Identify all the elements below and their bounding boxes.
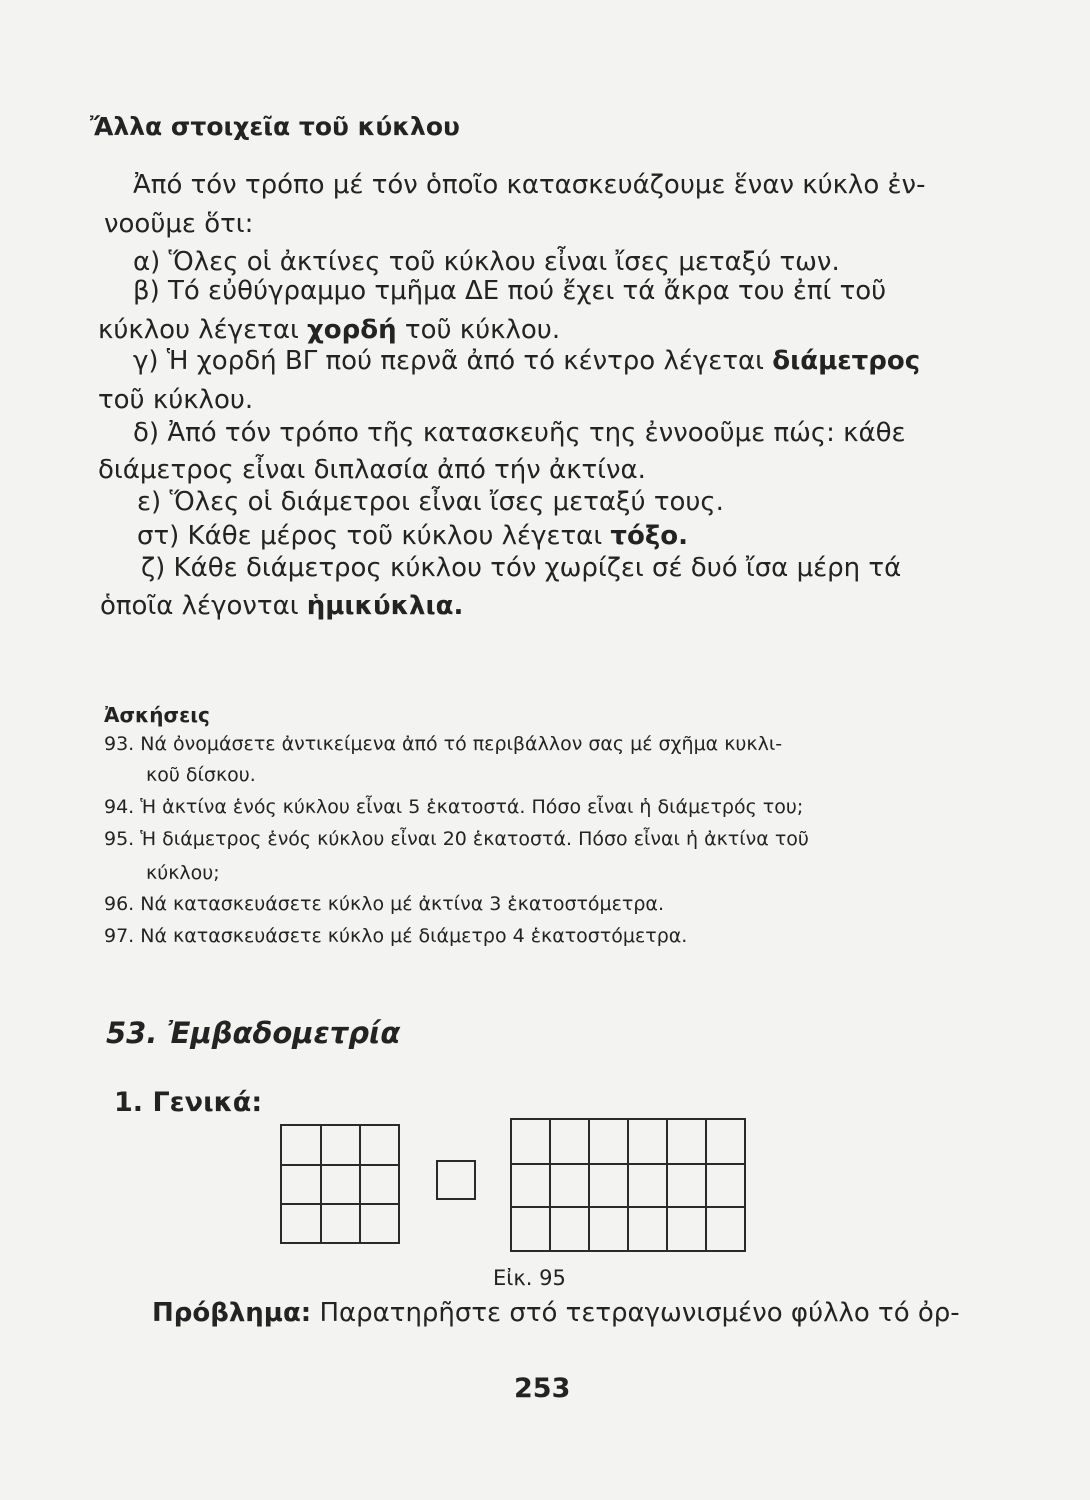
item-z-line-2: ὁποῖα λέγονται ἡμικύκλια. (100, 591, 464, 621)
exercise-93-line-1: 93. Νά ὀνομάσετε ἀντικείμενα ἀπό τό περιβάλλον σας μέ σχῆμα κυκλι- (104, 733, 783, 755)
problem-label: Πρόβλημα: (152, 1298, 312, 1328)
page-number: 253 (514, 1373, 571, 1404)
term-chord: χορδή (307, 315, 397, 345)
exercise-96: 96. Νά κατασκευάσετε κύκλο μέ ἀκτίνα 3 ἑκατοστόμετρα. (104, 893, 664, 915)
exercise-97: 97. Νά κατασκευάσετε κύκλο μέ διάμετρο 4 ἑκατοστόμετρα. (104, 925, 688, 947)
section-heading: Ἄλλα στοιχεῖα τοῦ κύκλου (90, 112, 460, 141)
term-arc: τόξο. (610, 521, 688, 551)
item-d-line-1: δ) Ἀπό τόν τρόπο τῆς κατασκευῆς της ἐννοοῦμε πώς: κάθε (133, 418, 906, 448)
exercises-heading: Ἀσκήσεις (104, 703, 210, 727)
item-b-line-1: β) Τό εὐθύγραμμο τμῆμα ΔΕ πού ἔχει τά ἄκρα του ἐπί τοῦ (133, 276, 887, 306)
figure-95-unit-square (436, 1160, 476, 1200)
item-a: α) Ὅλες οἱ ἀκτίνες τοῦ κύκλου εἶναι ἴσες μεταξύ των. (133, 247, 840, 277)
problem-line (152, 1298, 960, 1328)
figure-caption: Εἰκ. 95 (493, 1266, 566, 1290)
exercise-93-line-2: κοῦ δίσκου. (146, 764, 256, 786)
item-d-line-2: διάμετρος εἶναι διπλασία ἀπό τήν ἀκτίνα. (98, 455, 646, 485)
item-b-line-2: κύκλου λέγεται χορδή τοῦ κύκλου. (98, 315, 561, 345)
item-c-line-1: γ) Ἡ χορδή ΒΓ πού περνᾶ ἀπό τό κέντρο λέγεται διάμετρος (133, 346, 921, 376)
intro-line-1: Ἀπό τόν τρόπο μέ τόν ὁποῖο κατασκευάζουμε ἕναν κύκλο ἐν- (133, 170, 926, 200)
figure-95-grid-right (510, 1118, 746, 1252)
exercise-95-line-1: 95. Ἡ διάμετρος ἑνός κύκλου εἶναι 20 ἑκατοστά. Πόσο εἶναι ἡ ἀκτίνα τοῦ (104, 828, 809, 850)
term-diameter: διάμετρος (772, 346, 921, 376)
problem-text: Παρατηρῆστε στό τετραγωνισμένο φύλλο τό ὀρ- (311, 1298, 960, 1328)
section-53-title: 53. Ἐμβαδομετρία (106, 1016, 401, 1050)
exercise-95-line-2: κύκλου; (146, 862, 220, 884)
intro-line-2: νοοῦμε ὅτι: (104, 209, 254, 239)
exercise-94: 94. Ἡ ἀκτίνα ἑνός κύκλου εἶναι 5 ἑκατοστά. Πόσο εἶναι ἡ διάμετρός του; (104, 796, 804, 818)
item-st: στ) Κάθε μέρος τοῦ κύκλου λέγεται τόξο. (137, 521, 688, 551)
term-semicircles: ἡμικύκλια. (306, 591, 464, 621)
item-c-line-2: τοῦ κύκλου. (98, 385, 254, 415)
item-z-line-1: ζ) Κάθε διάμετρος κύκλου τόν χωρίζει σέ δυό ἴσα μέρη τά (141, 553, 902, 583)
item-e: ε) Ὅλες οἱ διάμετροι εἶναι ἴσες μεταξύ τους. (137, 487, 724, 517)
section-53-subtitle: 1. Γενικά: (114, 1087, 263, 1118)
figure-95-grid-left (280, 1124, 400, 1244)
